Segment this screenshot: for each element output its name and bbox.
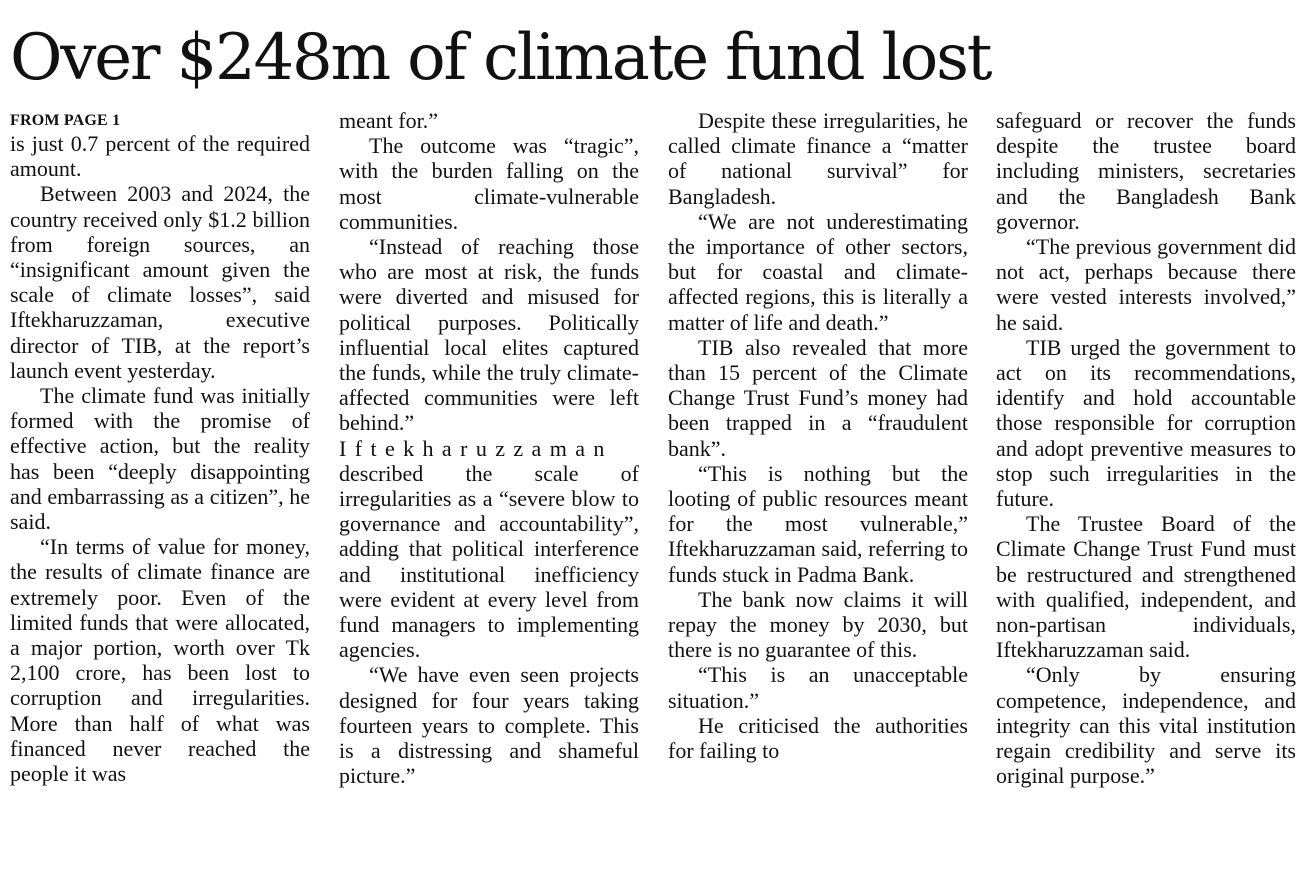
- paragraph: meant for.”: [339, 108, 438, 133]
- paragraph: “In terms of value for money, the results of climate finance are extremely poor. Even of the limited funds that were allocated, a major portion, worth over Tk 2,100 crore, has been lost to corruption and irregularities. More than half of what was financed never reached the people it was: [10, 534, 310, 787]
- paragraph: He criticised the authorities for failing to: [668, 712, 968, 764]
- paragraph: described the scale of irregularities as a “severe blow to governance and accountability”, adding that political interference and institutional inefficiency were evident at every level from fund managers to implementing agencies.: [339, 460, 639, 663]
- paragraph-name-line: Iftekharuzzaman: [339, 435, 613, 461]
- article-column-3: [668, 108, 968, 763]
- paragraph: “We are not underestimating the importance of other sectors, but for coastal and climate-affected regions, this is literally a matter of life and death.”: [668, 208, 968, 335]
- paragraph: “This is an unacceptable situation.”: [668, 662, 968, 713]
- paragraph: “This is nothing but the looting of public resources meant for the most vulnerable,” Iftekharuzzaman said, referring to funds stuck in Padma Bank.: [668, 460, 968, 587]
- paragraph: The climate fund was initially formed with the promise of effective action, but the reality has been “deeply disappointing and embarrassing as a citizen”, he said.: [10, 383, 310, 535]
- paragraph: The bank now claims it will repay the money by 2030, but there is no guarantee of this.: [668, 586, 968, 663]
- paragraph: The Trustee Board of the Climate Change Trust Fund must be restructured and strengthened with qualified, independent, and non-partisan individuals, Iftekharuzzaman said.: [996, 511, 1296, 663]
- paragraph: TIB also revealed that more than 15 percent of the Climate Change Trust Fund’s money had been trapped in a “fraudulent bank”.: [668, 334, 968, 461]
- article-column-2: [339, 108, 639, 788]
- paragraph: Between 2003 and 2024, the country received only $1.2 billion from foreign sources, an “insignificant amount given the scale of climate losses”, said Iftekharuzzaman, executive director of TIB, at the report’s launch event yesterday.: [10, 181, 310, 383]
- paragraph: “We have even seen projects designed for four years taking fourteen years to complete. This is a distressing and shameful picture.”: [339, 662, 639, 789]
- article-column-4: [996, 108, 1296, 788]
- paragraph: TIB urged the government to act on its recommendations, identify and hold accountable those responsible for corruption and adopt preventive measures to stop such irregularities in the future.: [996, 334, 1296, 512]
- headline: Over $248m of climate fund lost: [10, 21, 991, 95]
- paragraph: is just 0.7 percent of the required amount.: [10, 131, 310, 182]
- paragraph: “Only by ensuring competence, independence, and integrity can this vital institution regain credibility and serve its original purpose.”: [996, 662, 1296, 789]
- paragraph: safeguard or recover the funds despite the trustee board including ministers, secretaries and the Bangladesh Bank governor.: [996, 108, 1296, 234]
- paragraph: The outcome was “tragic”, with the burden falling on the most climate-vulnerable communities.: [339, 133, 639, 234]
- kicker: FROM PAGE 1: [10, 112, 121, 129]
- paragraph: “Instead of reaching those who are most at risk, the funds were diverted and misused for political purposes. Politically influential local elites captured the funds, while the truly climate-affected communities were left behind.”: [339, 234, 639, 436]
- paragraph: “The previous government did not act, perhaps because there were vested interests involved,” he said.: [996, 234, 1296, 335]
- article-column-1: [10, 108, 310, 786]
- paragraph: Despite these irregularities, he called climate finance a “matter of national survival” for Bangladesh.: [668, 108, 968, 209]
